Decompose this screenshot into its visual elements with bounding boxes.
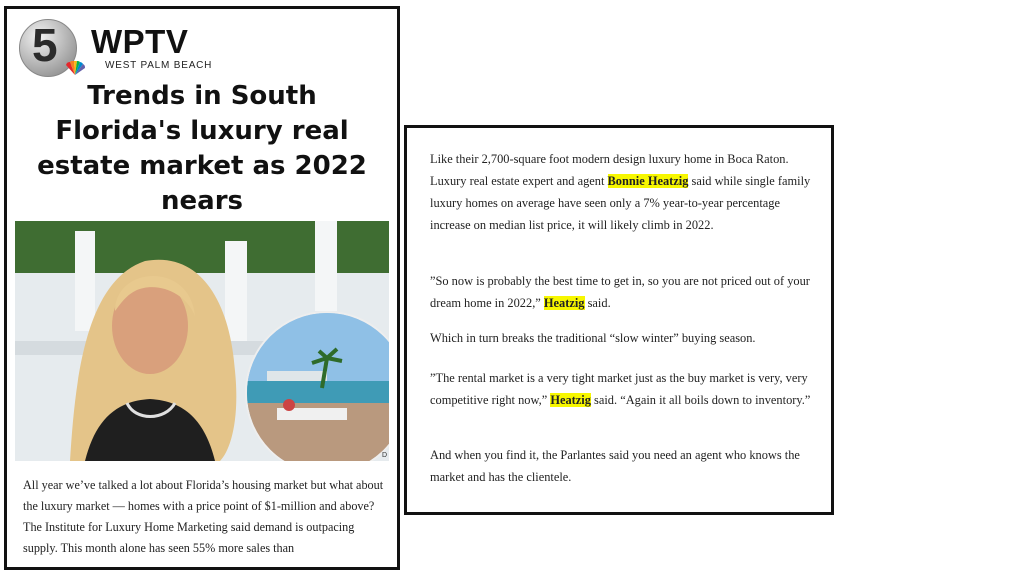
paragraph-3: Which in turn breaks the traditional “slow winter” buying season. — [430, 331, 756, 345]
article-headline: Trends in South Florida's luxury real estate market as 2022 nears — [37, 81, 367, 216]
station-location: WEST PALM BEACH — [105, 60, 213, 71]
wptv-logo[interactable] — [19, 17, 239, 79]
paragraph-4 — [430, 367, 820, 411]
highlight-heatzig-1: Heatzig — [543, 296, 585, 310]
paragraph-1 — [430, 148, 820, 236]
article-intro-text: All year we’ve talked a lot about Florida’s housing market but what about the luxury market — homes with a price point of $1-million and above? The Institute for Luxury Home Marketing said demand is outpacing supply. This month alone has seen 55% more sales than — [23, 478, 384, 555]
photo-corner-label: D — [381, 452, 387, 459]
article-panel-right — [404, 125, 834, 515]
highlight-bonnie-heatzig: Bonnie Heatzig — [607, 174, 689, 188]
paragraph-1-after: said while single family luxury homes on average have seen only a 7% year-to-year percentage increase on median list price, it will likely climb in 2022. — [430, 174, 811, 232]
article-panel-left — [4, 6, 400, 570]
paragraph-2-before: ”So now is probably the best time to get in, so you are not priced out of your dream home in 2022,” — [430, 274, 810, 310]
paragraph-4-before: ”The rental market is a very tight market just as the buy market is very, very competitive right now,” — [430, 371, 808, 407]
article-photo — [15, 221, 389, 461]
paragraph-1-before: Like their 2,700-square foot modern design luxury home in Boca Raton. Luxury real estate expert and agent — [430, 152, 789, 188]
paragraph-2-after: said. — [584, 296, 611, 310]
highlight-heatzig-2: Heatzig — [550, 393, 591, 407]
paragraph-2 — [430, 270, 820, 314]
paragraph-5: And when you find it, the Parlantes said you need an agent who knows the market and has the clientele. — [430, 448, 800, 484]
paragraph-4-after: said. “Again it all boils down to inventory.” — [590, 393, 811, 407]
logo-number: 5 — [32, 19, 58, 71]
station-name: WPTV — [91, 23, 189, 60]
inset-scene — [247, 313, 389, 461]
nbc-peacock-icon — [63, 61, 87, 75]
